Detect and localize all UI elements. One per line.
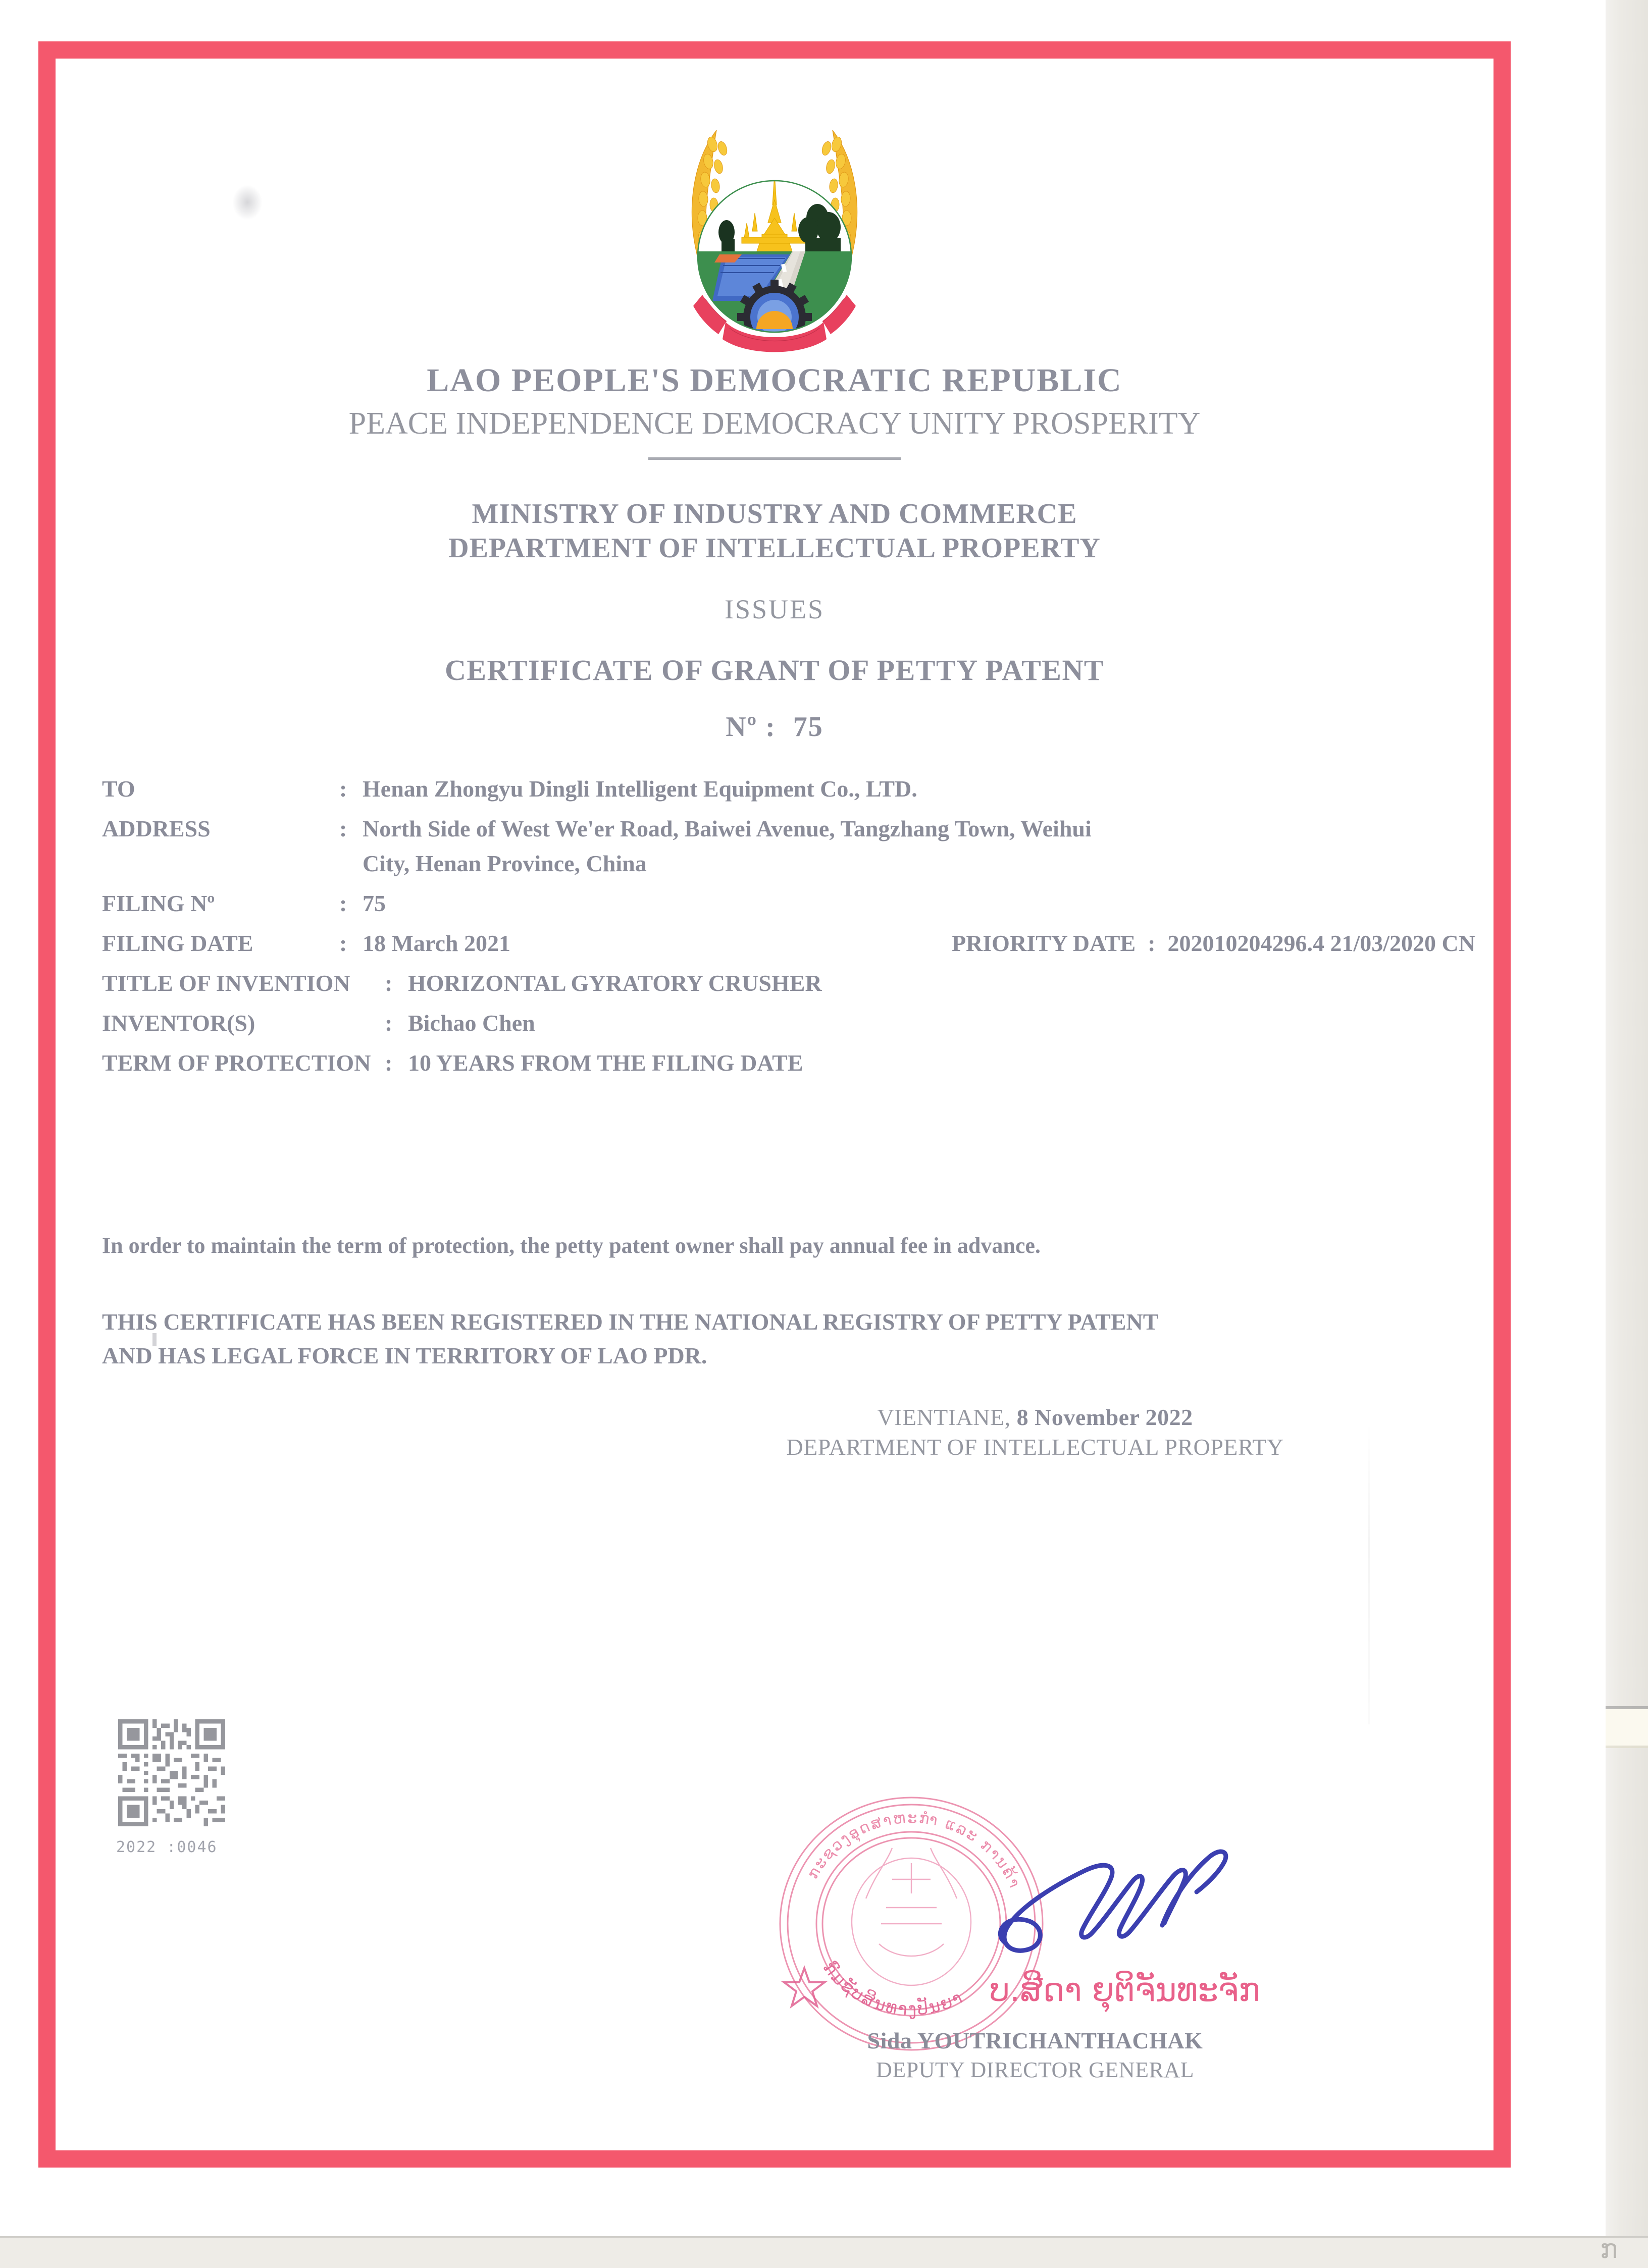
field-row-filing-no bbox=[102, 890, 1475, 917]
emblem-container bbox=[56, 119, 1494, 356]
ministry-name: MINISTRY OF INDUSTRY AND COMMERCE bbox=[472, 498, 1077, 530]
issue-date: 8 November 2022 bbox=[1016, 1404, 1193, 1430]
inventors-colon: : bbox=[385, 1010, 393, 1036]
svg-text:ກະຊວງອຸດສາຫະກຳ ແລະ ການຄ້າ: ກະຊວງອຸດສາຫະກຳ ແລະ ການຄ້າ bbox=[804, 1809, 1024, 1892]
filing-date-value: 18 March 2021 bbox=[363, 930, 511, 956]
title-of-invention-colon: : bbox=[385, 970, 393, 996]
lao-margin-mark: ກ bbox=[1600, 2234, 1618, 2264]
term-of-protection-colon: : bbox=[385, 1050, 393, 1076]
maintenance-notice: In order to maintain the term of protection, the petty patent owner shall pay annual fee in advance. bbox=[102, 1233, 1041, 1258]
title-of-invention-label: TITLE OF INVENTION bbox=[102, 970, 350, 996]
term-of-protection-value: 10 YEARS FROM THE FILING DATE bbox=[408, 1050, 803, 1076]
filing-date-colon: : bbox=[339, 930, 347, 956]
city-and-date bbox=[641, 1404, 1429, 1431]
certificate-number-line bbox=[56, 711, 1494, 743]
field-row-address-continued bbox=[102, 850, 1475, 877]
scan-bottom-strip bbox=[0, 2236, 1648, 2268]
filing-no-value: 75 bbox=[363, 890, 386, 916]
priority-date-value: 202010204296.4 21/03/2020 CN bbox=[1167, 930, 1475, 956]
to-label: TO bbox=[102, 776, 135, 802]
address-value-line2: City, Henan Province, China bbox=[363, 851, 647, 876]
filing-no-label: FILING Nº bbox=[102, 890, 215, 916]
lao-signer-name: ບ.ສີດາ ຍຸຕິຈັນທະຈັກ bbox=[990, 1972, 1260, 2009]
field-row-title-of-invention bbox=[102, 970, 1475, 996]
qr-code-icon bbox=[116, 1719, 227, 1826]
signer-name: Sida YOUTRICHANTHACHAK bbox=[867, 2028, 1203, 2053]
registration-notice-line1: THIS CERTIFICATE HAS BEEN REGISTERED IN THE NATIONAL REGISTRY OF PETTY PATENT bbox=[102, 1309, 1159, 1335]
address-colon: : bbox=[339, 816, 347, 841]
term-of-protection-label: TERM OF PROTECTION bbox=[102, 1050, 371, 1076]
registration-notice-line2: AND HAS LEGAL FORCE IN TERRITORY OF LAO PDR. bbox=[102, 1342, 707, 1368]
field-row-to bbox=[102, 775, 1475, 802]
scanner-background-strip bbox=[1606, 0, 1648, 2268]
filing-no-colon: : bbox=[339, 890, 347, 916]
to-value: Henan Zhongyu Dingli Intelligent Equipment Co., LTD. bbox=[363, 776, 917, 802]
address-value-line1: North Side of West We'er Road, Baiwei Avenue, Tangzhang Town, Weihui bbox=[363, 816, 1092, 841]
field-row-inventors bbox=[102, 1010, 1475, 1036]
qr-reference-code: 2022 :0046 bbox=[116, 1838, 218, 1856]
issue-city: VIENTIANE, bbox=[877, 1404, 1011, 1430]
certificate-fields bbox=[102, 775, 1475, 1089]
filing-date-label: FILING DATE bbox=[102, 930, 253, 956]
certificate-content bbox=[56, 59, 1494, 2150]
national-motto: PEACE INDEPENDENCE DEMOCRACY UNITY PROSPERITY bbox=[348, 406, 1201, 441]
inventors-label: INVENTOR(S) bbox=[102, 1010, 255, 1036]
field-row-filing-date bbox=[102, 930, 1475, 957]
scan-edge-line-bottom bbox=[1606, 1746, 1648, 1748]
department-name: DEPARTMENT OF INTELLECTUAL PROPERTY bbox=[448, 533, 1101, 564]
divider-rule bbox=[648, 457, 901, 460]
inventors-value: Bichao Chen bbox=[408, 1010, 535, 1036]
priority-date-colon: : bbox=[1148, 930, 1156, 956]
scan-edge-band bbox=[1606, 1709, 1648, 1746]
field-row-term-of-protection bbox=[102, 1049, 1475, 1076]
certificate-number-label: Nº : bbox=[726, 711, 776, 743]
issues-label: ISSUES bbox=[724, 594, 825, 624]
qr-code-block bbox=[116, 1719, 227, 1856]
registration-notice bbox=[102, 1305, 1465, 1373]
priority-date-label: PRIORITY DATE bbox=[951, 930, 1136, 956]
issue-place-date-block bbox=[641, 1404, 1429, 1460]
address-label: ADDRESS bbox=[102, 816, 211, 841]
signer-title: DEPUTY DIRECTOR GENERAL bbox=[876, 2058, 1194, 2082]
paper-crease bbox=[1368, 1421, 1370, 1724]
title-of-invention-value: HORIZONTAL GYRATORY CRUSHER bbox=[408, 970, 822, 996]
signer-block bbox=[641, 2027, 1429, 2083]
country-title: LAO PEOPLE'S DEMOCRATIC REPUBLIC bbox=[427, 362, 1122, 399]
svg-text:ກົມຊັບສິນທາງປັນຍາ: ກົມຊັບສິນທາງປັນຍາ bbox=[818, 1958, 967, 2020]
certificate-number-value: 75 bbox=[793, 711, 823, 743]
issuing-department: DEPARTMENT OF INTELLECTUAL PROPERTY bbox=[786, 1434, 1284, 1460]
field-row-address bbox=[102, 815, 1475, 842]
certificate-title: CERTIFICATE OF GRANT OF PETTY PATENT bbox=[444, 654, 1105, 687]
to-colon: : bbox=[339, 776, 347, 802]
national-emblem-of-laos-icon bbox=[666, 119, 883, 356]
